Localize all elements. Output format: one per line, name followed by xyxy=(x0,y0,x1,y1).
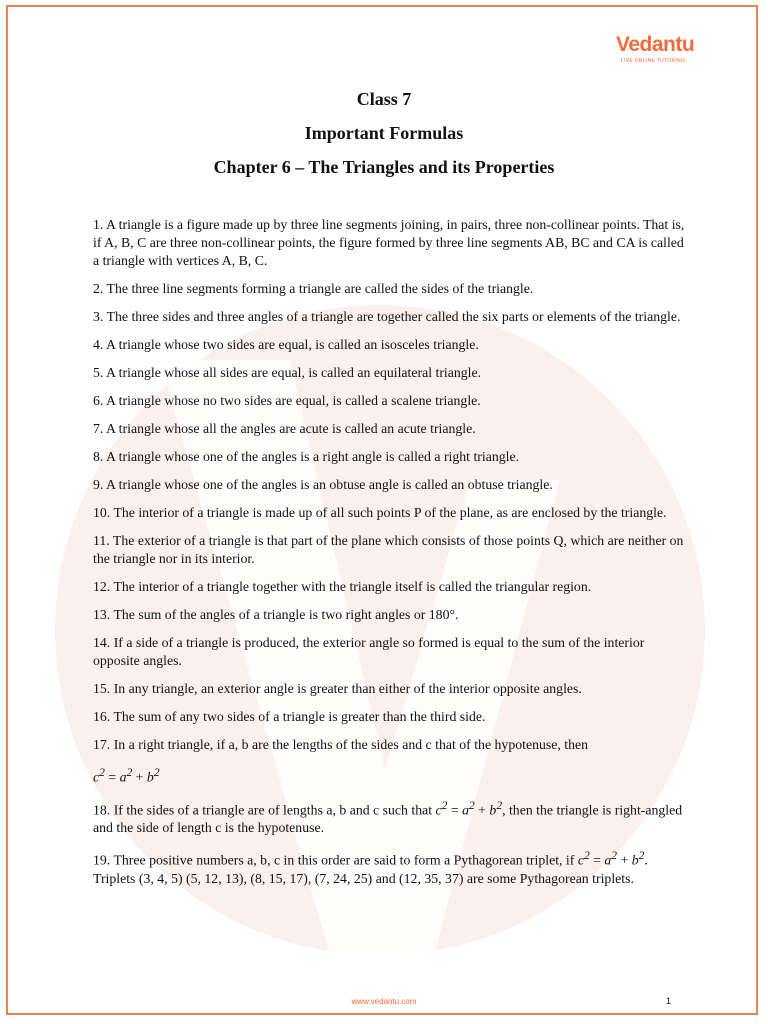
point-14: 14. If a side of a triangle is produced, the exterior angle so formed is equal to the sum of the interior opposite angles. xyxy=(93,635,645,668)
point-4: 4. A triangle whose two sides are equal, is called an isosceles triangle. xyxy=(93,337,479,352)
formula-equals: = xyxy=(589,852,605,868)
formula-exp: 2 xyxy=(496,799,503,812)
formula-exp: 2 xyxy=(441,799,448,812)
point-11: 11. The exterior of a triangle is that part of the plane which consists of those points Q, which are neither on the triangle nor in its interior. xyxy=(93,533,684,566)
formula-b: b xyxy=(631,852,639,868)
formula-a: a xyxy=(604,852,612,868)
formula-a: a xyxy=(462,802,469,818)
formula-exp: 2 xyxy=(611,850,618,863)
formula-a: a xyxy=(119,769,127,785)
formula-exp: 2 xyxy=(126,767,133,779)
point-5: 5. A triangle whose all sides are equal, is called an equilateral triangle. xyxy=(93,365,482,380)
formula-exp: 2 xyxy=(153,767,160,779)
point-9: 9. A triangle whose one of the angles is an obtuse angle is called an obtuse triangle. xyxy=(93,477,553,492)
formula-list xyxy=(93,216,688,898)
point-16: 16. The sum of any two sides of a triangle is greater than the third side. xyxy=(93,709,486,724)
formula-b: b xyxy=(146,769,154,785)
vedantu-logo[interactable] xyxy=(616,33,694,69)
logo-tagline: LIVE ONLINE TUTORING xyxy=(621,58,686,64)
formula-equals: = xyxy=(104,769,120,785)
formula-b: b xyxy=(489,802,497,818)
point-2: 2. The three line segments forming a triangle are called the sides of the triangle. xyxy=(93,281,534,296)
point-10: 10. The interior of a triangle is made up of all such points P of the plane, as are enclosed by the triangle. xyxy=(93,505,667,520)
formula-plus: + xyxy=(617,852,632,868)
formula-exp: 2 xyxy=(99,767,105,779)
point-6: 6. A triangle whose no two sides are equal, is called a scalene triangle. xyxy=(93,393,481,408)
page-number: 1 xyxy=(666,996,672,1006)
formula-exp: 2 xyxy=(468,799,475,812)
formula-c: c xyxy=(435,802,442,818)
pythagoras-formula xyxy=(93,764,688,787)
class-title: Class 7 xyxy=(356,89,412,109)
point-18-text-before: 18. If the sides of a triangle are of lengths a, b and c such that xyxy=(93,802,433,818)
point-13: 13. The sum of the angles of a triangle is two right angles or 180°. xyxy=(93,607,459,622)
footer-url-link[interactable]: www.vedantu.com xyxy=(351,997,417,1006)
formula-c: c xyxy=(93,769,100,785)
formula-exp: 2 xyxy=(583,850,590,863)
point-15: 15. In any triangle, an exterior angle is greater than either of the interior opposite angles. xyxy=(93,681,582,696)
point-1: 1. A triangle is a figure made up by three line segments joining, in pairs, three non-collinear points. That is, if A, B, C are three non-collinear points, the figure formed by three line segments AB, BC and CA is called a triangle with vertices A, B, C. xyxy=(93,217,685,268)
formula-plus: + xyxy=(132,769,147,785)
formula-equals: = xyxy=(447,802,463,818)
point-17: 17. In a right triangle, if a, b are the lengths of the sides and c that of the hypotenuse, then xyxy=(93,737,589,752)
point-12: 12. The interior of a triangle together with the triangle itself is called the triangular region. xyxy=(93,579,592,594)
point-3: 3. The three sides and three angles of a triangle are together called the six parts or elements of the triangle. xyxy=(93,309,681,324)
point-18 xyxy=(93,797,688,838)
formula-plus: + xyxy=(474,802,490,818)
subtitle: Important Formulas xyxy=(304,123,464,143)
point-18-text-after: , then the triangle is right-angled and the side of length c is the hypotenuse. xyxy=(93,802,683,836)
point-8: 8. A triangle whose one of the angles is a right angle is called a right triangle. xyxy=(93,449,520,464)
chapter-title: Chapter 6 – The Triangles and its Properties xyxy=(213,157,555,177)
formula-exp: 2 xyxy=(638,850,645,863)
point-7: 7. A triangle whose all the angles are acute is called an acute triangle. xyxy=(93,421,476,436)
point-19 xyxy=(93,847,688,888)
point-19-text-after: . Triplets (3, 4, 5) (5, 12, 13), (8, 15, 17), (7, 24, 25) and (12, 35, 37) are some Pythagorean triplets. xyxy=(93,852,648,886)
formula-c: c xyxy=(577,852,584,868)
point-19-text-before: 19. Three positive numbers a, b, c in this order are said to form a Pythagorean triplet, if xyxy=(93,852,575,868)
logo-wordmark: Vedantu xyxy=(616,33,695,56)
